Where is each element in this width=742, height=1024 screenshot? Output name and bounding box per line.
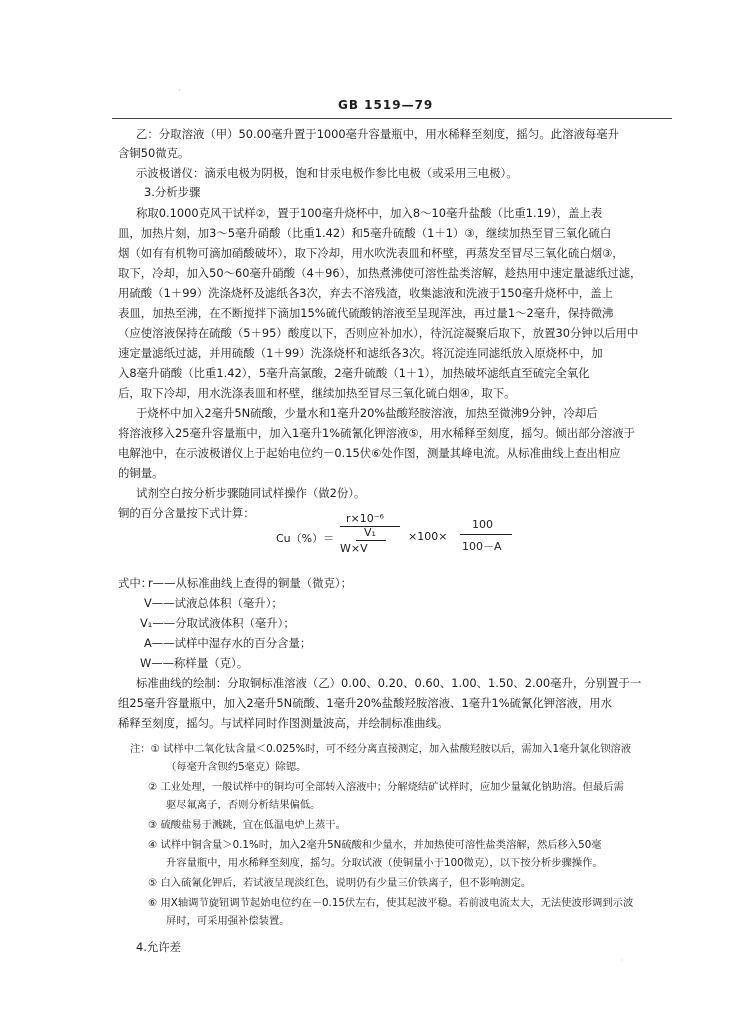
formula-lhs: Cu（%）＝ [276, 532, 335, 545]
text-line: 标准曲线的绘制：分取铜标准溶液（乙）0.00、0.20、0.60、1.00、1.50、2.00毫升，分别置于一 [136, 676, 642, 690]
note-line: ⑥ 用X轴调节旋钮调节起始电位约在－0.15伏左右，使其起波平稳。若前波电流太大，无法使波形调到示波 [148, 897, 634, 909]
note-line: （每毫升含钡约5毫克）除锶。 [166, 761, 307, 773]
page-mark: · [620, 956, 623, 965]
note-line: 驱尽氟离子，否则分析结果偏低。 [166, 799, 321, 811]
legend-label: 式中： [118, 576, 153, 590]
text-line: 的铜量。 [118, 466, 164, 480]
standard-number: GB 1519—79 [338, 98, 434, 112]
legend-item: V——试液总体积（毫升）； [144, 596, 283, 610]
note-line: ③ 硫酸盐易于溅跳，宜在低温电炉上蒸干。 [148, 819, 346, 831]
note-line: 升容量瓶中，用水稀释至刻度，摇匀。分取试液（使铜量小于100微克），以下按分析步骤操作。 [166, 857, 603, 869]
corner-mark: · [178, 86, 181, 95]
text-line: 试剂空白按分析步骤随同试样操作（做2份）。 [136, 486, 366, 500]
text-line: 烟（如有有机物可滴加硝酸破坏），取下冷却，用水吹洗表皿和杯壁，再蒸发至冒尽三氧化硫白烟③， [118, 246, 624, 260]
text-line: 用硫酸（1＋99）洗涤烧杯及滤纸各3次，弃去不溶残渣，收集滤液和洗液于150毫升烧杯中，盖上 [118, 286, 613, 300]
text-line: 铜的百分含量按下式计算： [118, 506, 255, 520]
text-line: 表皿，加热至沸，在不断搅拌下滴加15%硫代硫酸钠溶液至呈现浑浊，再过量1～2毫升，保持微沸 [118, 306, 614, 320]
text-line: 含铜50微克。 [118, 146, 190, 160]
text-line: 称取0.1000克风干试样②，置于100毫升烧杯中，加入8～10毫升盐酸（比重1.19），盖上表 [136, 206, 603, 220]
note-line: ④ 试样中铜含量＞0.1%时，加入2毫升5N硫酸和少量水，并加热使可溶性盐类溶解，然后移入50毫 [148, 839, 602, 851]
text-line: 电解池中，在示波极谱仪上于起始电位约－0.15伏⑥处作图，测量其峰电流。从标准曲线上查出相应 [118, 446, 621, 460]
fraction-bar [356, 540, 386, 541]
formula-denominator: W×V [340, 542, 368, 555]
section-heading: 4.允许差 [136, 940, 182, 954]
formula-sub-v1: V₁ [364, 526, 376, 539]
text-line: （应使溶液保持在硫酸（5＋95）酸度以下，否则应补加水），待沉淀凝聚后取下，放置30分钟以后用中 [118, 326, 639, 340]
formula-numerator: r×10⁻⁶ [346, 512, 384, 525]
formula-mid: ×100× [408, 530, 448, 543]
legend-item: V₁——分取试液体积（毫升）； [140, 616, 295, 630]
legend-item: W——称样量（克）。 [140, 656, 249, 670]
text-line: 乙：分取溶液（甲）50.00毫升置于1000毫升容量瓶中，用水稀释至刻度，摇匀。此溶液每毫升 [136, 127, 620, 141]
text-line: 取下，冷却，加入50～60毫升硝酸（4＋96），加热煮沸使可溶性盐类溶解，趁热用中速定量滤纸过滤， [118, 266, 642, 280]
note-line: ⑤ 白入硫氰化钾后，若试液呈现淡红色，说明仍有少量三价铁离子，但不影响测定。 [148, 877, 532, 889]
text-line: 皿，加热片刻，加3～5毫升硝酸（比重1.42）和5毫升硫酸（1＋1）③，继续加热至冒三氧化硫白 [118, 226, 612, 240]
formula-frac-num: 100 [472, 518, 493, 531]
formula-frac-den: 100－A [462, 540, 502, 553]
note-line: ② 工业处理，一般试样中的铜均可全部转入溶液中；分解烧结矿试样时，应加少量氟化钠助溶。但最后需 [148, 781, 624, 793]
text-line: 入8毫升硝酸（比重1.42），5毫升高氯酸，2毫升硫酸（1＋1），加热破坏滤纸直至硫完全氧化 [118, 366, 590, 380]
text-line: 于烧杯中加入2毫升5N硫酸，少量水和1毫升20%盐酸羟胺溶液，加热至微沸9分钟，冷却后 [136, 406, 598, 420]
fraction-bar [460, 534, 512, 535]
text-line: 组25毫升容量瓶中，加入2毫升5N硫酸、1毫升20%盐酸羟胺溶液、1毫升1%硫氰化钾溶液，用水 [118, 696, 613, 710]
text-line: 后，取下冷却，用水洗涤表皿和杯壁，继续加热至冒尽三氧化硫白烟④，取下。 [118, 386, 516, 400]
text-line: 稀释至刻度，摇匀。与试样同时作图测量波高，并绘制标准曲线。 [118, 716, 449, 730]
legend-item: r——从标准曲线上查得的铜量（微克）； [148, 576, 353, 590]
note-line: 屏时，可采用强补偿装置。 [166, 915, 290, 927]
copper-formula [276, 512, 576, 560]
text-line: 将溶液移入25毫升容量瓶中，加入1毫升1%硫氰化钾溶液⑤，用水稀释至刻度，摇匀。倾出部分溶液于 [118, 426, 636, 440]
legend-item: A——试样中湿存水的百分含量； [144, 636, 312, 650]
header-rule [112, 118, 672, 119]
note-line: 注：① 试样中二氧化钛含量＜0.025%时，可不经分离直接测定，加入盐酸羟胺以后，需加入1毫升氯化钡溶液 [130, 743, 632, 755]
section-heading: 3.分析步骤 [144, 185, 201, 199]
text-line: 示波极谱仪：滴汞电极为阴极，饱和甘汞电极作参比电极（或采用三电极）。 [136, 166, 518, 180]
text-line: 速定量滤纸过滤，并用硫酸（1＋99）洗涤烧杯和滤纸各3次。将沉淀连同滤纸放入原烧杯中，加 [118, 346, 603, 360]
